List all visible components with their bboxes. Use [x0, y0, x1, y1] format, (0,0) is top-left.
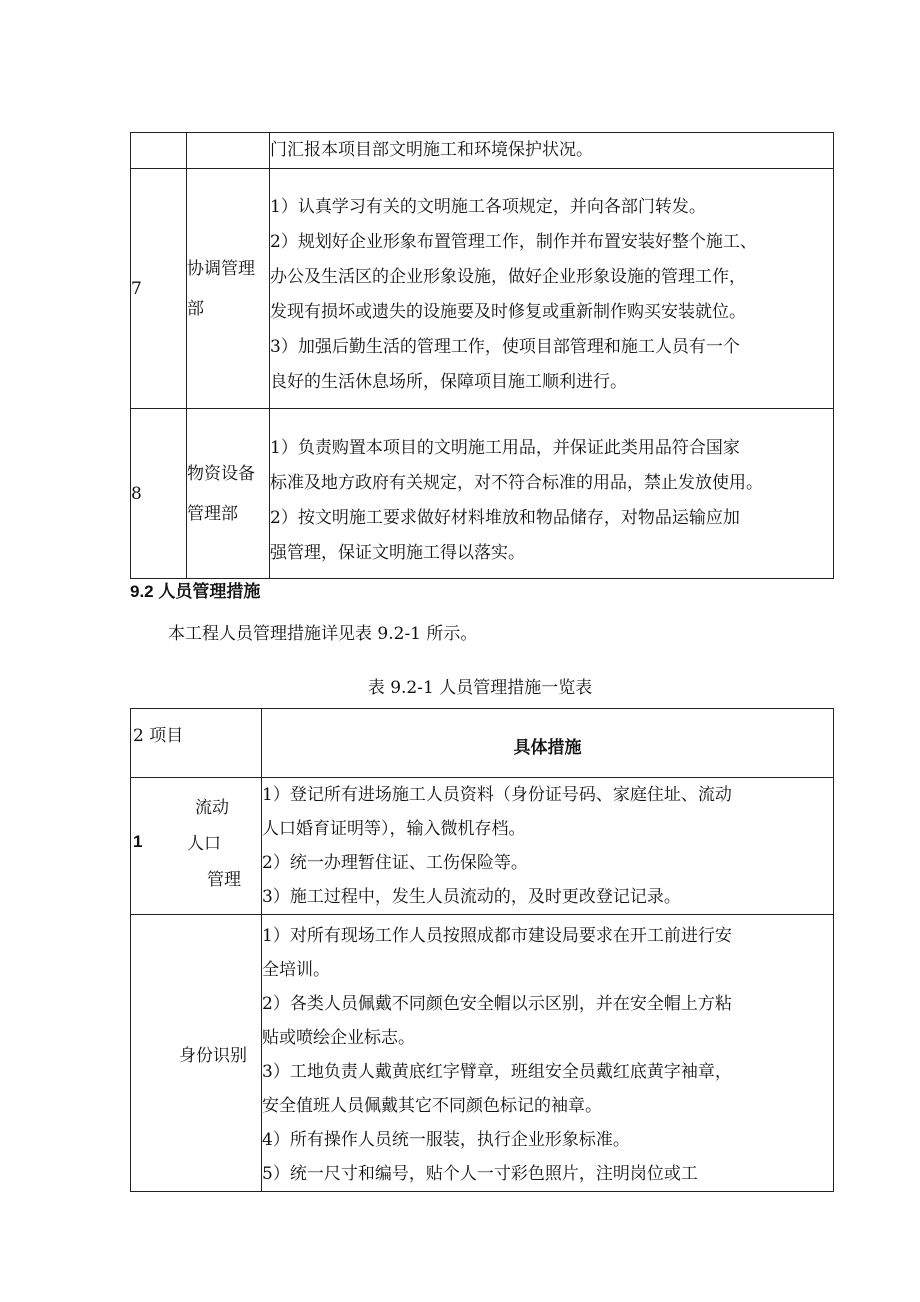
- content-line: 1）负责购置本项目的文明施工用品，并保证此类用品符合国家: [270, 437, 740, 458]
- item-line: 流动: [195, 798, 229, 818]
- row-number: 8: [131, 409, 187, 579]
- content-cell: [270, 169, 834, 409]
- content-line: 强管理，保证文明施工得以落实。: [270, 542, 525, 563]
- content-line: 办公及生活区的企业形象设施，做好企业形象设施的管理工作，: [270, 266, 746, 287]
- content-line: 门汇报本项目部文明施工和环境保护状况。: [270, 140, 593, 160]
- table-row: [131, 778, 834, 915]
- item-line: 身份识别: [179, 1045, 247, 1066]
- content-line: 2）规划好企业形象布置管理工作，制作并布置安装好整个施工、: [270, 231, 757, 252]
- header-item: 2 项目: [131, 709, 262, 778]
- content-cell: [262, 915, 834, 1192]
- header-measures: 具体措施: [262, 709, 834, 778]
- department-cell: [187, 169, 270, 409]
- item-cell: [131, 778, 262, 915]
- row-number: 1: [133, 832, 143, 851]
- content-line: 3）施工过程中，发生人员流动的，及时更改登记记录。: [262, 887, 681, 907]
- content-line: 2）各类人员佩戴不同颜色安全帽以示区别，并在安全帽上方粘: [262, 994, 732, 1014]
- content-line: 2）统一办理暂住证、工伤保险等。: [262, 853, 528, 873]
- table-row: [131, 915, 834, 1192]
- item-cell: [131, 915, 262, 1192]
- responsibility-table: [130, 132, 834, 579]
- content-line: 5）统一尺寸和编号，贴个人一寸彩色照片，注明岗位或工: [262, 1164, 698, 1184]
- content-line: 良好的生活休息场所，保障项目施工顺利进行。: [270, 371, 627, 392]
- content-line: 安全值班人员佩戴其它不同颜色标记的袖章。: [262, 1096, 602, 1116]
- content-line: 3）工地负责人戴黄底红字臂章，班组安全员戴红底黄字袖章，: [262, 1062, 732, 1082]
- section-paragraph: 本工程人员管理措施详见表 9.2-1 所示。: [168, 624, 478, 644]
- content-line: 发现有损坏或遗失的设施要及时修复或重新制作购买安装就位。: [270, 301, 746, 322]
- department-line: 协调管理: [187, 258, 255, 279]
- department-cell: [187, 133, 270, 169]
- content-line: 1）登记所有进场施工人员资料（身份证号码、家庭住址、流动: [262, 785, 732, 805]
- department-cell: [187, 409, 270, 579]
- table-row: [131, 409, 834, 579]
- content-line: 贴或喷绘企业标志。: [262, 1028, 415, 1048]
- content-cell: [270, 133, 834, 169]
- item-line: 管理: [207, 870, 241, 890]
- table-row: [131, 169, 834, 409]
- department-line: 物资设备: [187, 463, 255, 484]
- content-line: 1）对所有现场工作人员按照成都市建设局要求在开工前进行安: [262, 926, 732, 946]
- content-cell: [262, 778, 834, 915]
- personnel-measures-table: [130, 708, 834, 1192]
- row-number: [131, 133, 187, 169]
- section-heading: 9.2 人员管理措施: [130, 582, 261, 601]
- item-line: 人口: [187, 834, 221, 854]
- content-line: 2）按文明施工要求做好材料堆放和物品储存，对物品运输应加: [270, 507, 740, 528]
- content-line: 标准及地方政府有关规定，对不符合标准的用品，禁止发放使用。: [270, 472, 763, 493]
- table-caption: 表 9.2-1 人员管理措施一览表: [367, 678, 593, 698]
- department-line: 部: [187, 298, 204, 319]
- content-line: 全培训。: [262, 960, 330, 980]
- content-cell: [270, 409, 834, 579]
- row-number: 7: [131, 169, 187, 409]
- department-line: 管理部: [187, 503, 238, 524]
- content-line: 4）所有操作人员统一服装，执行企业形象标准。: [262, 1130, 630, 1150]
- table-header-row: [131, 709, 834, 778]
- content-line: 1）认真学习有关的文明施工各项规定，并向各部门转发。: [270, 196, 706, 217]
- content-line: 3）加强后勤生活的管理工作，使项目部管理和施工人员有一个: [270, 336, 740, 357]
- table-row: [131, 133, 834, 169]
- content-line: 人口婚育证明等），输入微机存档。: [262, 819, 526, 839]
